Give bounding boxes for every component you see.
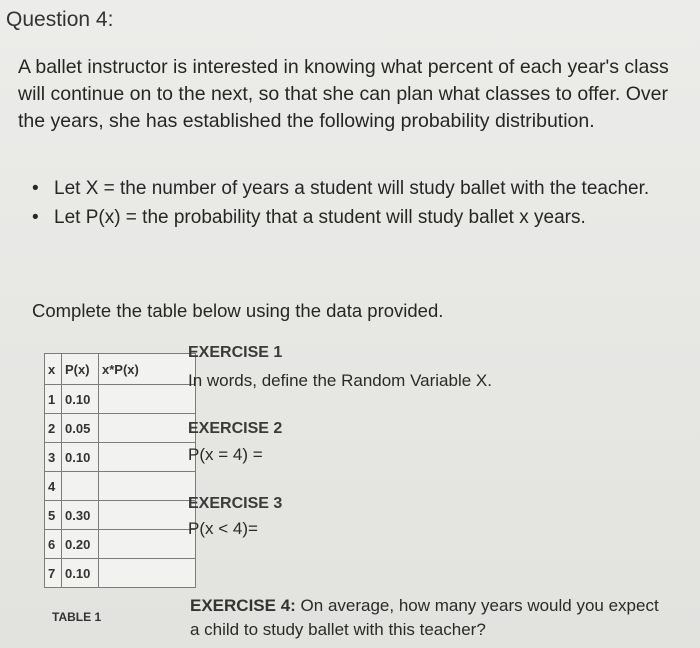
- instruction-text: Complete the table below using the data provided.: [32, 300, 444, 321]
- exercise-2-title: EXERCISE 2: [188, 420, 283, 437]
- header-px: P(x): [62, 354, 99, 385]
- definition-px-text: Let P(x) = the probability that a student will study ballet x years.: [54, 207, 586, 228]
- question-intro: A ballet instructor is interested in knowing what percent of each year's class will continue on to the next, so that she can plan what classes to offer. Over the years, she has established the following probability distribution.: [18, 56, 669, 132]
- header-xpx: x*P(x): [99, 354, 196, 385]
- cell-px: 0.10: [62, 443, 99, 472]
- cell-xpx[interactable]: [99, 414, 196, 443]
- cell-xpx[interactable]: [99, 501, 196, 530]
- cell-px: 0.10: [62, 385, 99, 414]
- definition-px: [32, 204, 672, 231]
- bullet-icon: •: [32, 207, 39, 228]
- cell-x: 4: [45, 472, 62, 501]
- cell-px: 0.30: [62, 501, 99, 530]
- table-header-row: [45, 354, 196, 385]
- table-caption: TABLE 1: [52, 610, 102, 624]
- header-x: x: [45, 354, 62, 385]
- exercise-4: [190, 594, 670, 642]
- exercise-3-text: P(x < 4)=: [188, 519, 258, 538]
- cell-px: 0.20: [62, 530, 99, 559]
- cell-xpx[interactable]: [99, 443, 196, 472]
- exercise-2-text: P(x = 4) =: [188, 445, 263, 464]
- table-row: [45, 501, 196, 530]
- table-row: [45, 443, 196, 472]
- cell-xpx[interactable]: [99, 530, 196, 559]
- cell-x: 5: [45, 501, 62, 530]
- table-row: [45, 472, 196, 501]
- definition-x-text: Let X = the number of years a student will study ballet with the teacher.: [54, 178, 650, 199]
- cell-x: 2: [45, 414, 62, 443]
- cell-x: 3: [45, 443, 62, 472]
- probability-table: [44, 353, 196, 588]
- table-row: [45, 559, 196, 588]
- table-row: [45, 530, 196, 559]
- cell-x: 6: [45, 530, 62, 559]
- exercise-1-title: EXERCISE 1: [188, 344, 283, 361]
- cell-px[interactable]: [62, 472, 99, 501]
- table-row: [45, 414, 196, 443]
- cell-xpx[interactable]: [99, 472, 196, 501]
- table-row: [45, 385, 196, 414]
- cell-xpx[interactable]: [99, 385, 196, 414]
- exercise-4-text: On average, how many years would you expect a child to study ballet with this teacher?: [190, 596, 659, 639]
- cell-px: 0.10: [62, 559, 99, 588]
- cell-px: 0.05: [62, 414, 99, 443]
- bullet-icon: •: [32, 178, 39, 199]
- cell-x: 7: [45, 559, 62, 588]
- cell-xpx[interactable]: [99, 559, 196, 588]
- exercise-3-title: EXERCISE 3: [188, 495, 283, 512]
- definition-x: [32, 175, 672, 202]
- definition-list: [32, 175, 672, 233]
- exercise-1-text: In words, define the Random Variable X.: [188, 371, 492, 390]
- exercise-4-title: EXERCISE 4:: [190, 596, 296, 615]
- question-title: Question 4:: [6, 8, 114, 31]
- cell-x: 1: [45, 385, 62, 414]
